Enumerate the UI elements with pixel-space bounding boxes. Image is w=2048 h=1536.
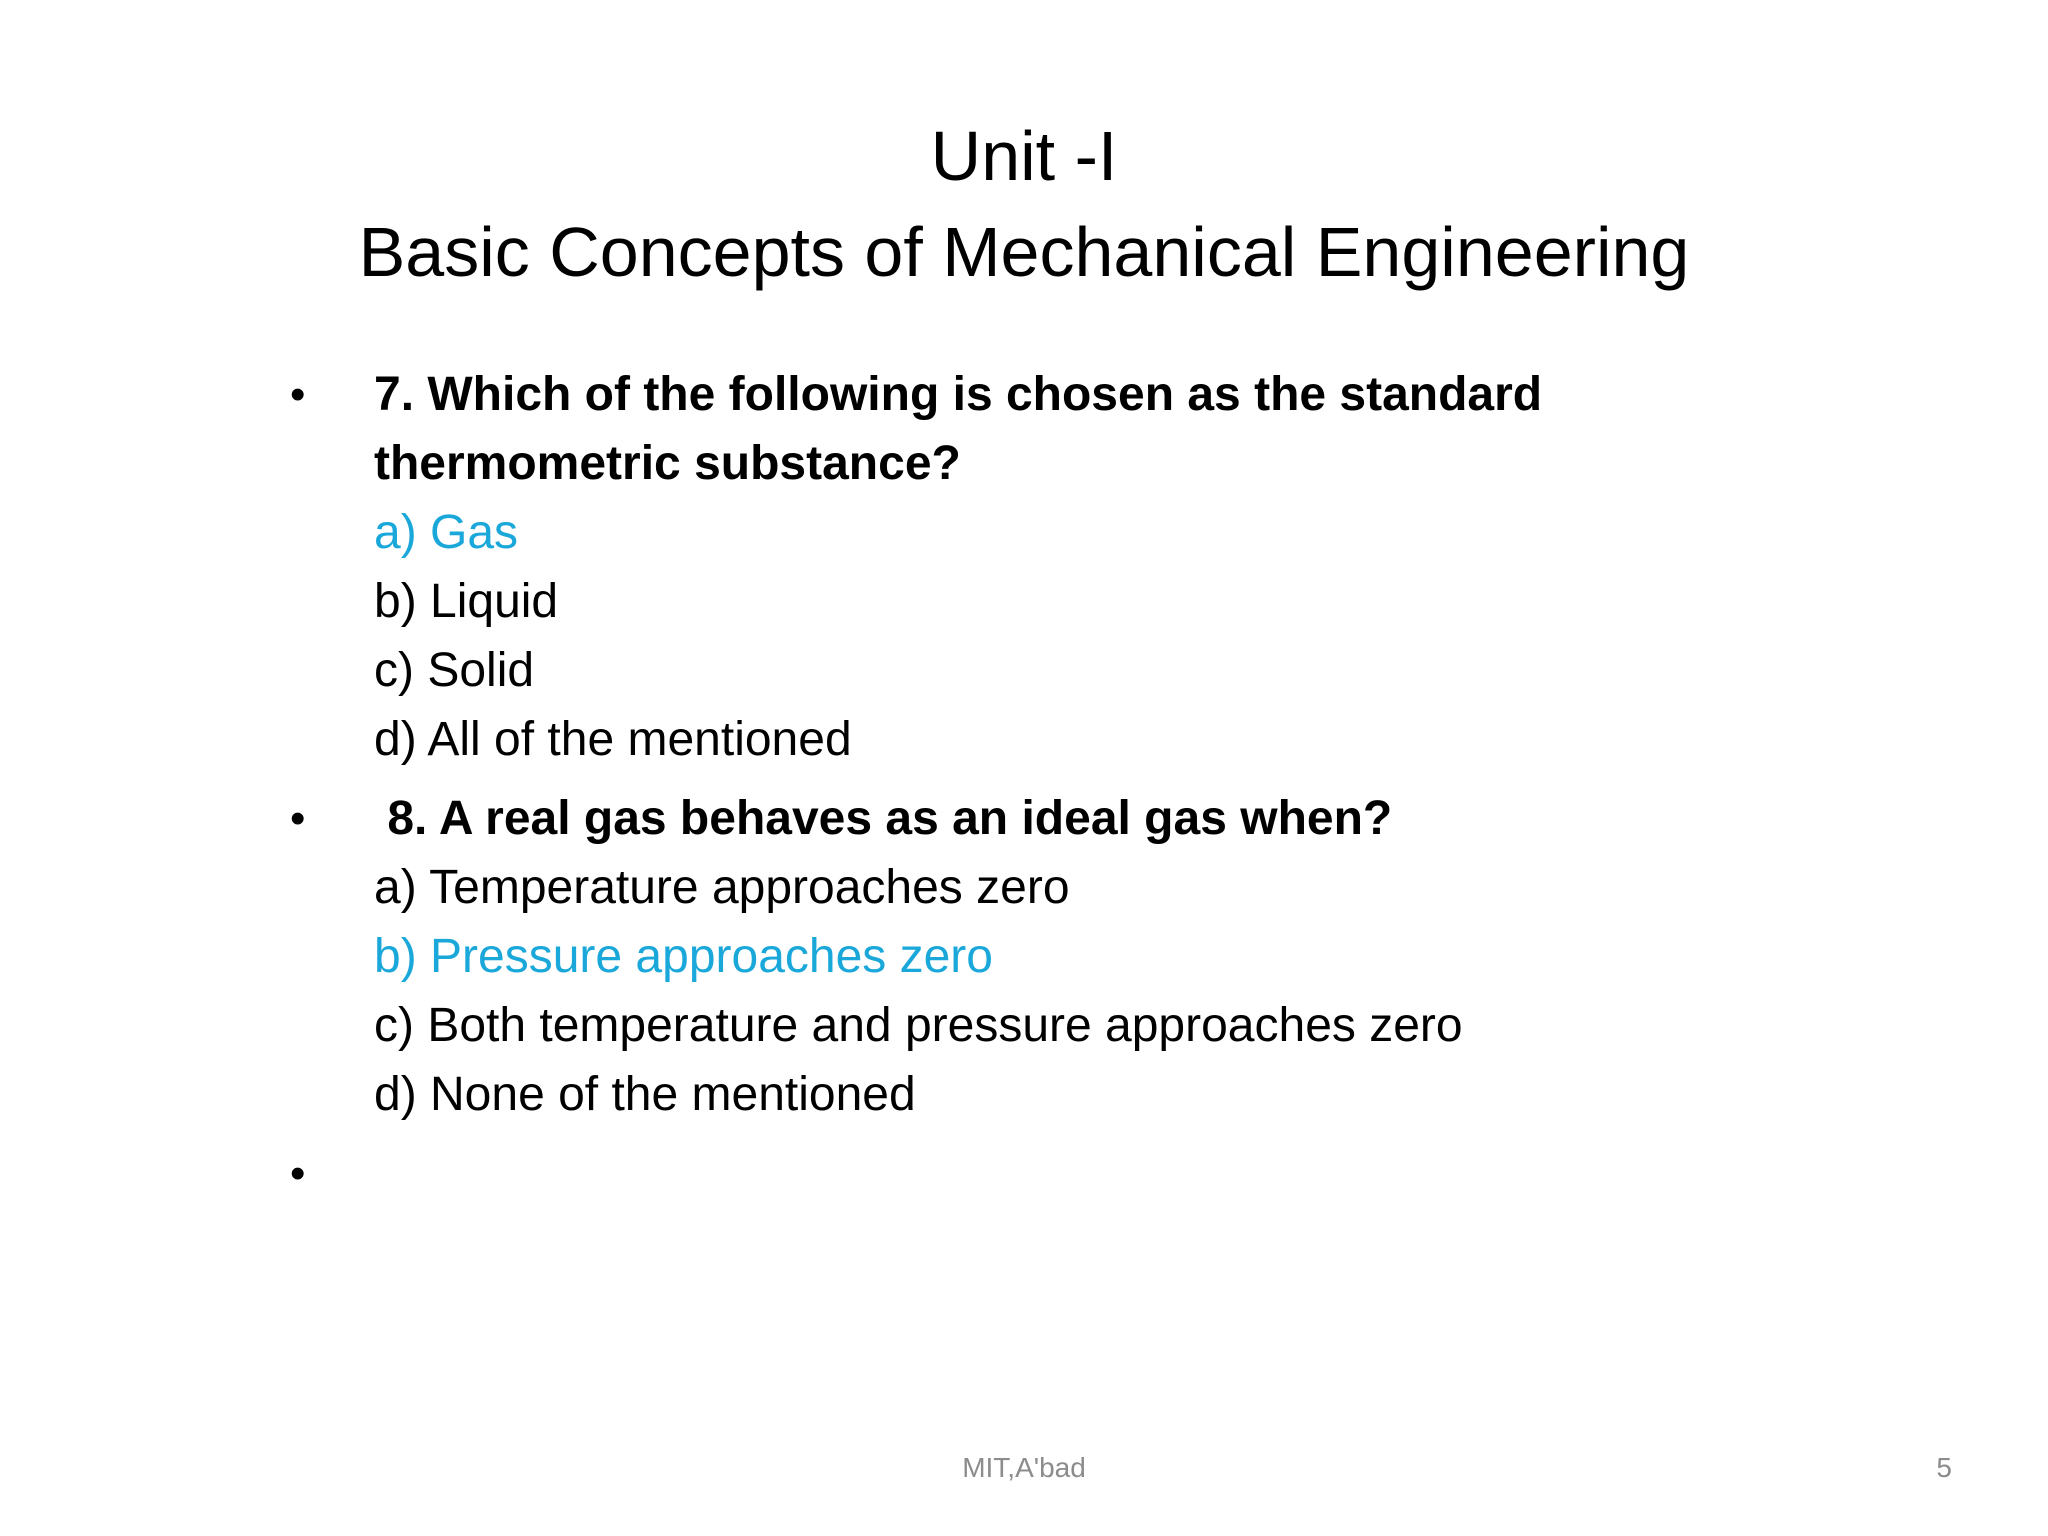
option-d: d) None of the mentioned (374, 1068, 916, 1121)
option-b-correct: b) Pressure approaches zero (374, 930, 993, 983)
option-c: c) Solid (374, 644, 535, 697)
question-8 (290, 784, 1770, 1129)
question-8-text: 8. A real gas behaves as an ideal gas when? (374, 792, 1393, 845)
question-7 (290, 360, 1770, 774)
bullet-icon: • (290, 794, 306, 843)
page-number: 5 (1936, 1452, 1952, 1483)
option-d: d) All of the mentioned (374, 713, 852, 766)
content-list (290, 360, 1770, 1208)
question-7-text-line1: 7. Which of the following is chosen as the standard (374, 368, 1543, 421)
slide-title (0, 108, 2048, 300)
footer-text: MIT,A'bad (962, 1452, 1086, 1483)
empty-bullet (290, 1139, 1770, 1208)
bullet-icon: • (290, 370, 306, 419)
question-7-text-line2: thermometric substance? (374, 437, 961, 490)
option-a-correct: a) Gas (374, 506, 519, 559)
bullet-icon: • (290, 1149, 306, 1198)
title-unit: Unit -I (930, 117, 1118, 195)
option-c: c) Both temperature and pressure approaches zero (374, 999, 1463, 1052)
option-b: b) Liquid (374, 575, 559, 628)
option-a: a) Temperature approaches zero (374, 861, 1070, 914)
title-subject: Basic Concepts of Mechanical Engineering (358, 213, 1690, 291)
